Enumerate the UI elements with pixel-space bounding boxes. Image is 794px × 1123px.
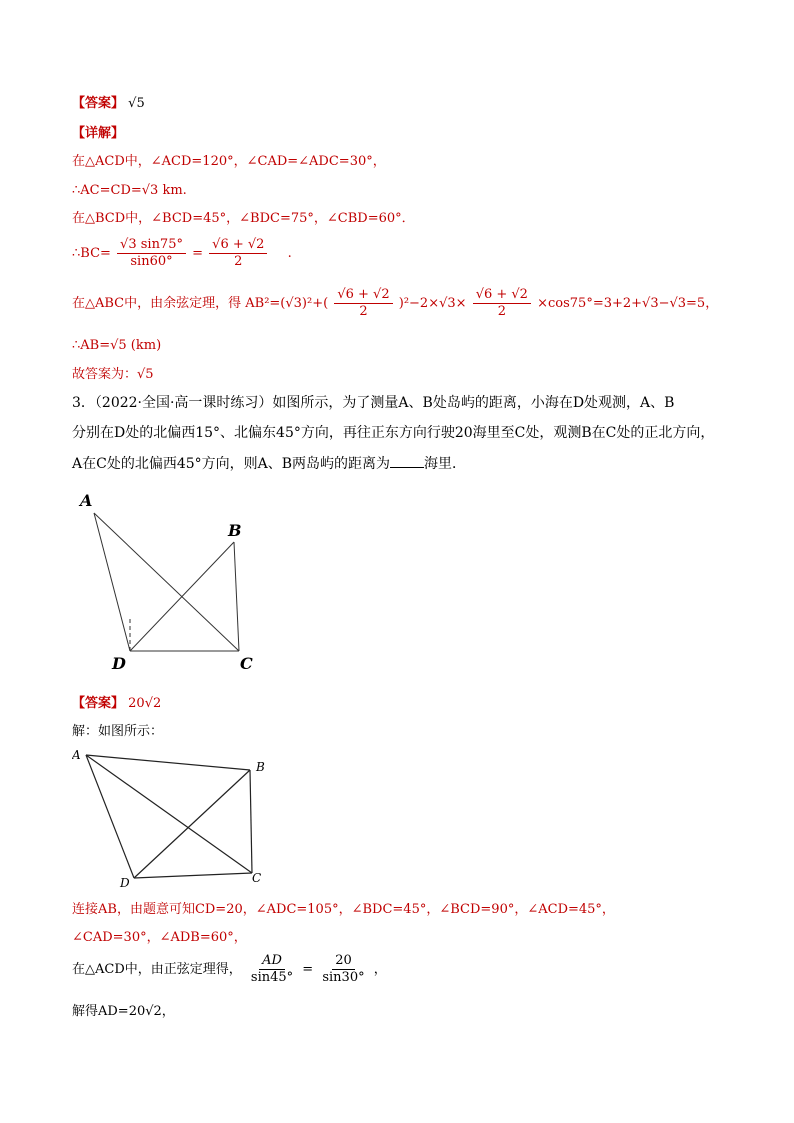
cosine-mid: )²−2×√3× [398,296,467,311]
bc-num-1: √3 sin75° [117,237,186,254]
answer-line-2 [72,694,161,714]
cosine-prefix: 在△ABC中，由余弦定理，得 AB²=(√3)²+( [72,296,329,311]
label-d: D [112,654,126,673]
solution-line-s1 [72,900,615,920]
segment-ac [86,755,252,873]
figure-question-3 [72,488,272,678]
cosine-den-1: 2 [359,304,368,319]
label-a: A [80,491,93,510]
solution-line-4: ∴BC= $\frac{√3 \sin 75^\circ}{\sin 60^\circ}$ = $\frac{√6 + √2}{2}$ . [72,237,292,269]
answer-label: 【答案】 [72,96,125,111]
segment-ad [94,513,130,651]
solution-line-s3: 在△ACD中，由正弦定理得， $\frac{AD}{\sin 45^\circ}$ = $\frac{20}{\sin 30^\circ}$ ， [72,953,387,985]
question-3-line-1: 3．（2022·全国·高一课时练习）如图所示，为了测量A、B处岛屿的距离，小海在D处观测，A、B [72,395,675,411]
cosine-num-2: √6 + √2 [473,287,531,304]
segment-db [134,770,250,878]
detail-label: 【详解】 [72,126,125,141]
cosine-suffix: ×cos75°=3+2+√3−√3=5， [537,296,719,311]
solution-line-s2: ∠CAD=30°，∠ADB=60°， [72,930,247,945]
solution-intro: 解：如图所示： [72,724,164,739]
solution-line-s4: 解得AD=20√2， [72,1004,175,1019]
solution-line-3: 在△BCD中，∠BCD=45°，∠BDC=75°，∠CBD=60°． [72,211,415,226]
answer-blank [390,453,424,468]
question-3-line-2: 分别在D处的北偏西15°、北偏东45°方向，再往正东方向行驶20海里至C处，观测B在C处的正北方向， [72,425,715,441]
question-3-line-3-end: 海里． [424,456,467,472]
answer-value-2: 20√2 [128,696,162,711]
segment-ac [94,513,239,651]
label-a-2: A [72,748,81,762]
sine-fraction-1 [248,953,296,986]
detail-line [72,124,124,144]
segment-ab [86,755,250,770]
bc-fraction-2 [209,237,267,270]
answer-label-2: 【答案】 [72,696,125,711]
question-3-line-3-text: A在C处的北偏西45°方向，则A、B两岛屿的距离为 [72,456,391,472]
bc-fraction-1 [117,237,186,270]
sine-num-1: AD [259,953,285,970]
segment-cd [134,873,252,878]
solution-line-5 [72,286,718,322]
bc-den-1: sin60° [130,254,173,269]
segment-bc [250,770,252,873]
segment-da [86,755,134,878]
cosine-fraction-2 [473,287,531,320]
sine-den-1: sin45° [250,970,294,985]
answer-line-1 [72,94,145,114]
solution-line-6: ∴AB=√5 (km) [72,338,162,353]
label-b-2: B [256,760,265,774]
sine-num-2: 20 [332,953,355,970]
bc-num-2: √6 + √2 [209,237,267,254]
label-b: B [228,521,242,540]
sine-fraction-2 [319,953,367,986]
question-3-line-3 [72,453,466,474]
solution-line-1: 在△ACD中，∠ACD=120°，∠CAD=∠ADC=30°， [72,154,386,169]
label-c-2: C [252,871,262,885]
label-c: C [240,654,253,673]
cosine-num-1: √6 + √2 [334,287,392,304]
sine-law-prefix: 在△ACD中，由正弦定理得， [72,962,242,977]
answer-value: √5 [128,96,145,111]
sine-suffix: ， [373,962,387,977]
figure-solution [72,745,282,890]
segment-cb [234,542,239,651]
segment-db [130,542,234,651]
label-d-2: D [120,876,130,890]
bc-den-2: 2 [234,254,243,269]
solution-s1-text: 连接AB，由题意可知CD=20，∠ADC=105°，∠BDC=45°，∠BCD=90°，∠ACD=45°， [72,902,615,917]
cosine-fraction-1 [334,287,392,320]
solution-line-7: 故答案为：√5 [72,367,154,382]
bc-prefix: ∴BC= [72,246,111,261]
sine-den-2: sin30° [322,970,365,985]
cosine-den-2: 2 [497,304,506,319]
solution-line-2: ∴AC=CD=√3 km. [72,183,187,198]
